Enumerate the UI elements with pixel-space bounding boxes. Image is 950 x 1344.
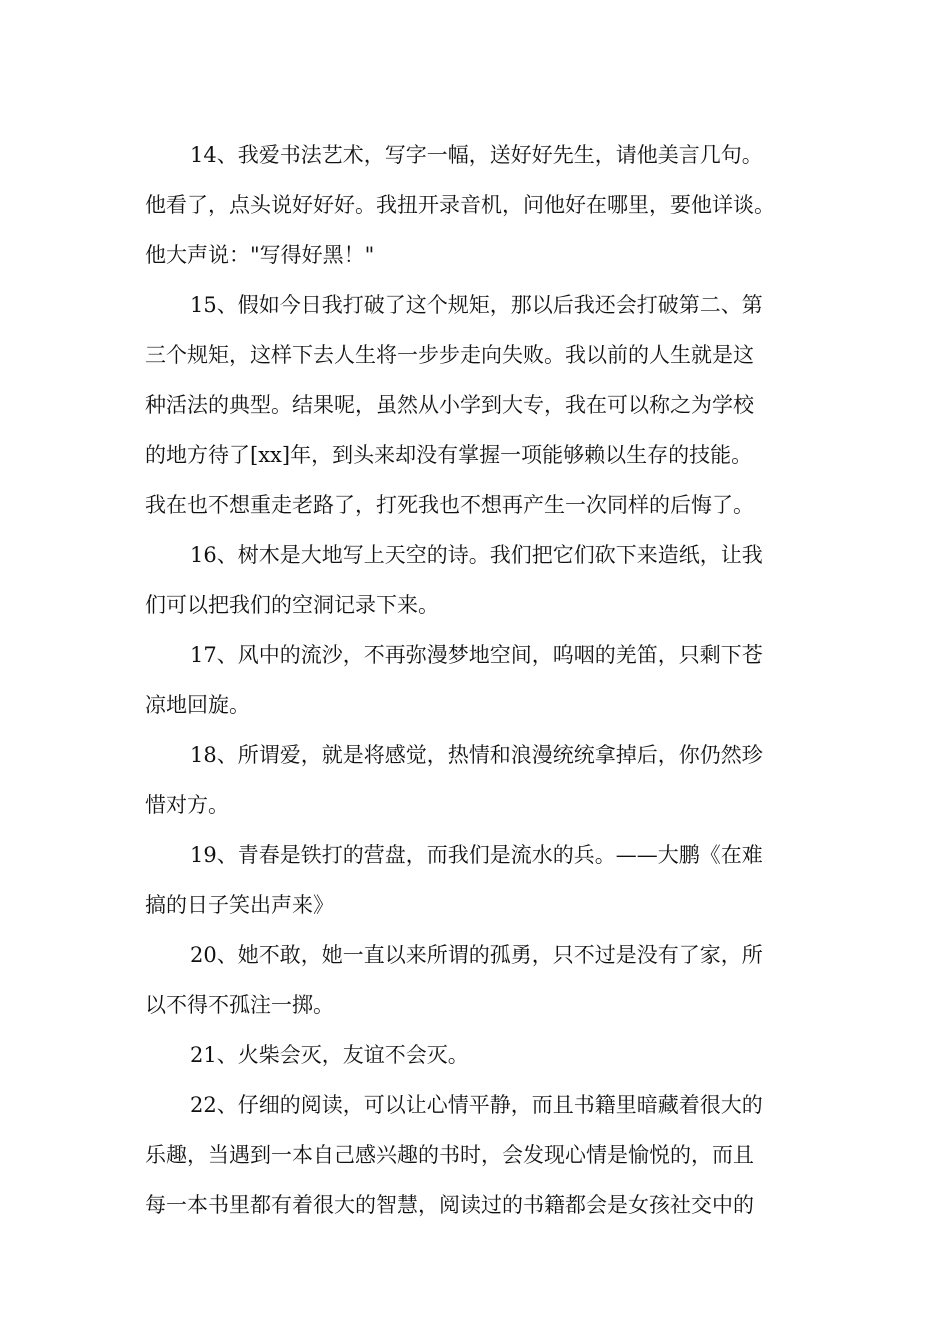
text-line: 15、假如今日我打破了这个规矩，那以后我还会打破第二、第 bbox=[190, 293, 763, 317]
document-body bbox=[145, 130, 817, 1230]
text-line: 以不得不孤注一掷。 bbox=[145, 993, 334, 1017]
text-line: 19、青春是铁打的营盘，而我们是流水的兵。——大鹏《在难 bbox=[190, 843, 763, 867]
paragraph-15 bbox=[145, 280, 817, 530]
text-line: 他看了，点头说好好好。我扭开录音机，问他好在哪里，要他详谈。 bbox=[145, 193, 775, 217]
paragraph-18 bbox=[145, 730, 817, 830]
text-line: 乐趣，当遇到一本自己感兴趣的书时，会发现心情是愉悦的，而且 bbox=[145, 1143, 754, 1167]
text-line: 14、我爱书法艺术，写字一幅，送好好先生，请他美言几句。 bbox=[190, 143, 763, 167]
paragraph-21 bbox=[145, 1030, 817, 1080]
paragraph-16 bbox=[145, 530, 817, 630]
text-line: 们可以把我们的空洞记录下来。 bbox=[145, 593, 439, 617]
paragraph-14 bbox=[145, 130, 817, 280]
text-line: 我在也不想重走老路了，打死我也不想再产生一次同样的后悔了。 bbox=[145, 493, 754, 517]
paragraph-19 bbox=[145, 830, 817, 930]
text-line: 的地方待了[xx]年，到头来却没有掌握一项能够赖以生存的技能。 bbox=[145, 443, 753, 467]
text-line: 21、火柴会灭，友谊不会灭。 bbox=[190, 1043, 469, 1067]
text-line: 三个规矩，这样下去人生将一步步走向失败。我以前的人生就是这 bbox=[145, 343, 754, 367]
paragraph-20 bbox=[145, 930, 817, 1030]
text-line: 每一本书里都有着很大的智慧，阅读过的书籍都会是女孩社交中的 bbox=[145, 1193, 754, 1217]
paragraph-22 bbox=[145, 1080, 817, 1230]
text-line: 种活法的典型。结果呢，虽然从小学到大专，我在可以称之为学校 bbox=[145, 393, 754, 417]
text-line: 他大声说："写得好黑！" bbox=[145, 243, 375, 267]
text-line: 凉地回旋。 bbox=[145, 693, 250, 717]
text-line: 惜对方。 bbox=[145, 793, 229, 817]
text-line: 17、风中的流沙，不再弥漫梦地空间，呜咽的羌笛，只剩下苍 bbox=[190, 643, 763, 667]
paragraph-17 bbox=[145, 630, 817, 730]
text-line: 18、所谓爱，就是将感觉，热情和浪漫统统拿掉后，你仍然珍 bbox=[190, 743, 763, 767]
text-line: 22、仔细的阅读，可以让心情平静，而且书籍里暗藏着很大的 bbox=[190, 1093, 763, 1117]
text-line: 20、她不敢，她一直以来所谓的孤勇，只不过是没有了家，所 bbox=[190, 943, 763, 967]
text-line: 搞的日子笑出声来》 bbox=[145, 893, 334, 917]
text-line: 16、树木是大地写上天空的诗。我们把它们砍下来造纸，让我 bbox=[190, 543, 763, 567]
